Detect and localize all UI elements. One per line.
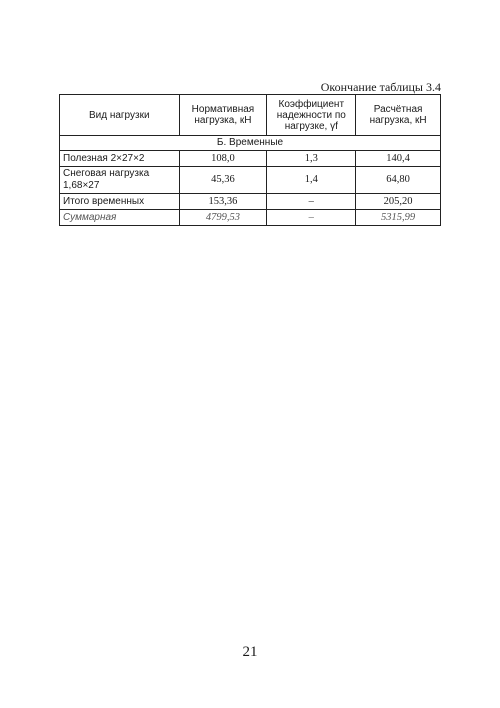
- cell-design-load: 64,80: [356, 167, 441, 194]
- table-row-total: [60, 210, 441, 226]
- cell-load-type: Суммарная: [60, 210, 180, 226]
- cell-normative-load: 108,0: [179, 151, 267, 167]
- header-reliability-coefficient: Коэффициент надежности по нагрузке, γf: [267, 95, 356, 136]
- section-title: Б. Временные: [60, 136, 441, 151]
- cell-load-type: Итого временных: [60, 194, 180, 210]
- header-design-load: Расчётная нагрузка, кН: [356, 95, 441, 136]
- table-row: [60, 167, 441, 194]
- table-caption: Окончание таблицы 3.4: [320, 80, 441, 94]
- cell-coefficient: 1,4: [267, 167, 356, 194]
- page-number: 21: [242, 644, 258, 660]
- header-load-type: Вид нагрузки: [60, 95, 180, 136]
- cell-design-load: 205,20: [356, 194, 441, 210]
- loads-table: [59, 94, 441, 226]
- header-normative-load: Нормативная нагрузка, кН: [179, 95, 267, 136]
- cell-normative-load: 45,36: [179, 167, 267, 194]
- table-row: [60, 194, 441, 210]
- cell-design-load: 140,4: [356, 151, 441, 167]
- cell-load-type: Полезная 2×27×2: [60, 151, 180, 167]
- cell-normative-load: 153,36: [179, 194, 267, 210]
- cell-design-load: 5315,99: [356, 210, 441, 226]
- table-header-row: [60, 95, 441, 136]
- cell-coefficient: –: [267, 194, 356, 210]
- section-row: [60, 136, 441, 151]
- cell-normative-load: 4799,53: [179, 210, 267, 226]
- cell-coefficient: 1,3: [267, 151, 356, 167]
- table-row: [60, 151, 441, 167]
- cell-coefficient: –: [267, 210, 356, 226]
- cell-load-type: Снеговая нагрузка 1,68×27: [60, 167, 180, 194]
